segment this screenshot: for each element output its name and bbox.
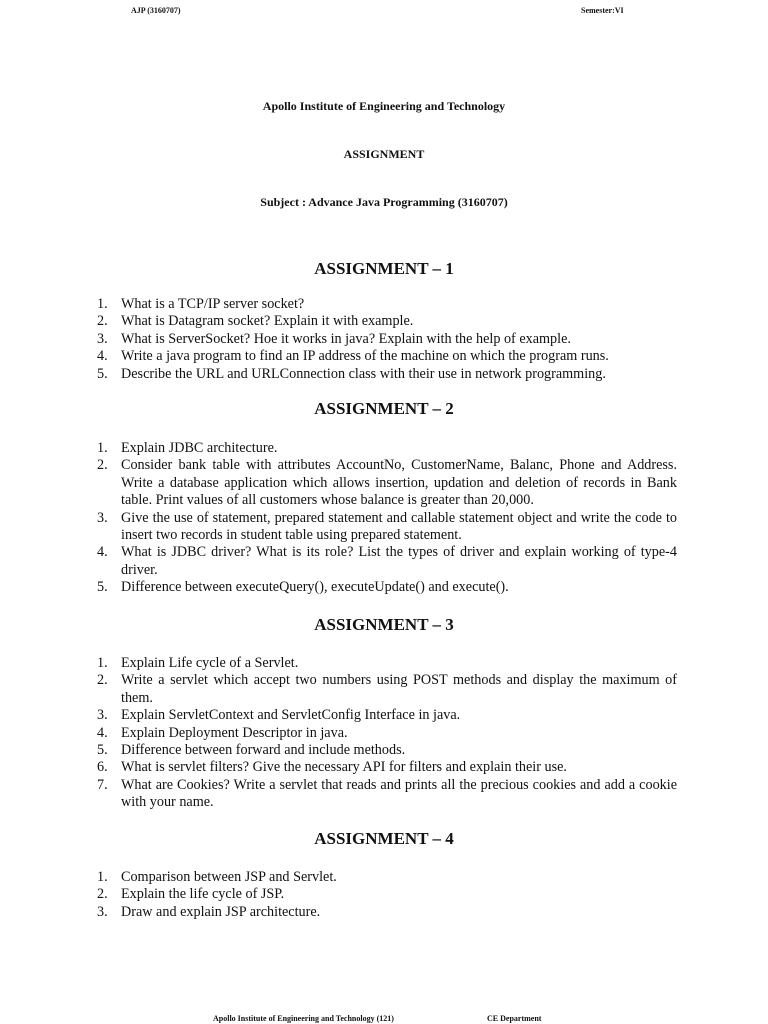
question-number: 7. [97, 776, 108, 793]
question-text: Describe the URL and URLConnection class with their use in network programming. [121, 365, 606, 382]
question-number: 5. [97, 742, 108, 759]
question-number: 1. [97, 869, 108, 885]
question-item [97, 672, 677, 707]
assignment-4-title: ASSIGNMENT – 4 [314, 829, 454, 848]
document-label: ASSIGNMENT [343, 147, 425, 161]
assignment-4-questions [97, 869, 677, 921]
question-number: 2. [97, 457, 108, 474]
question-text: Explain Deployment Descriptor in java. [121, 724, 348, 741]
question-number: 2. [97, 886, 108, 903]
subject-line: Subject : Advance Java Programming (3160707) [260, 195, 508, 209]
question-number: 4. [97, 544, 108, 561]
question-text: Give the use of statement, prepared statement and callable statement object and write the code to insert two records in student table using prepared statement. [121, 509, 677, 544]
question-text: Write a servlet which accept two numbers using POST methods and display the maximum of them. [121, 672, 677, 706]
question-item [97, 742, 677, 759]
question-number: 2. [97, 672, 108, 689]
question-text: What is JDBC driver? What is its role? List the types of driver and explain working of type-4 driver. [121, 544, 677, 578]
question-item [97, 579, 677, 596]
question-item [97, 776, 677, 812]
question-number: 4. [97, 724, 108, 741]
question-text: Write a java program to find an IP address of the machine on which the program runs. [121, 348, 609, 365]
question-text: What is ServerSocket? Hoe it works in java? Explain with the help of example. [121, 330, 571, 347]
question-number: 1. [97, 296, 108, 312]
assignment-3-title: ASSIGNMENT – 3 [314, 615, 454, 634]
question-number: 6. [97, 759, 108, 776]
assignment-2-questions [97, 440, 677, 597]
question-item [97, 313, 677, 330]
question-text: Explain Life cycle of a Servlet. [121, 655, 299, 671]
question-number: 4. [97, 348, 108, 365]
question-item [97, 348, 677, 365]
question-number: 3. [97, 330, 108, 347]
question-item [97, 509, 677, 545]
question-number: 5. [97, 579, 108, 596]
institute-name: Apollo Institute of Engineering and Technology [262, 99, 506, 113]
question-number: 1. [97, 440, 108, 456]
question-number: 5. [97, 365, 108, 382]
question-item [97, 655, 677, 672]
footer-department: CE Department [487, 1014, 542, 1023]
footer-institute: Apollo Institute of Engineering and Technology (121) [213, 1014, 394, 1023]
assignment-2-title: ASSIGNMENT – 2 [314, 399, 454, 418]
question-item [97, 330, 677, 348]
question-item [97, 707, 677, 724]
question-item [97, 903, 677, 921]
question-item [97, 759, 677, 776]
question-text: Explain JDBC architecture. [121, 440, 278, 456]
assignment-1-title: ASSIGNMENT – 1 [314, 259, 454, 278]
question-text: Explain ServletContext and ServletConfig Interface in java. [121, 707, 461, 724]
question-text: Draw and explain JSP architecture. [121, 903, 321, 920]
question-item [97, 869, 677, 886]
question-item [97, 457, 677, 509]
header-course-code: AJP (3160707) [131, 6, 181, 15]
question-text: Explain the life cycle of JSP. [121, 886, 285, 903]
question-text: What is servlet filters? Give the necessary API for filters and explain their use. [121, 759, 567, 776]
question-text: What is a TCP/IP server socket? [121, 296, 305, 312]
assignment-1-questions [97, 296, 677, 383]
question-text: Consider bank table with attributes AccountNo, CustomerName, Balanc, Phone and Address. Write a database application which allows insertion, updation and deletion of records in Bank table. Print values of all customers whose balance is greater than 20,000. [121, 457, 677, 509]
question-item [97, 544, 677, 579]
header-semester: Semester:VI [581, 6, 624, 15]
question-number: 3. [97, 903, 108, 920]
question-item [97, 296, 677, 313]
question-item [97, 886, 677, 903]
question-item [97, 365, 677, 383]
question-text: What is Datagram socket? Explain it with example. [121, 313, 414, 330]
question-text: Difference between forward and include methods. [121, 742, 406, 759]
question-number: 2. [97, 313, 108, 330]
question-number: 3. [97, 707, 108, 724]
question-text: Difference between executeQuery(), executeUpdate() and execute(). [121, 579, 509, 596]
question-text: What are Cookies? Write a servlet that reads and prints all the precious cookies and add a cookie with your name. [121, 776, 677, 811]
question-item [97, 440, 677, 457]
question-number: 1. [97, 655, 108, 671]
question-text: Comparison between JSP and Servlet. [121, 869, 337, 885]
question-item [97, 724, 677, 742]
assignment-3-questions [97, 655, 677, 812]
question-number: 3. [97, 509, 108, 526]
